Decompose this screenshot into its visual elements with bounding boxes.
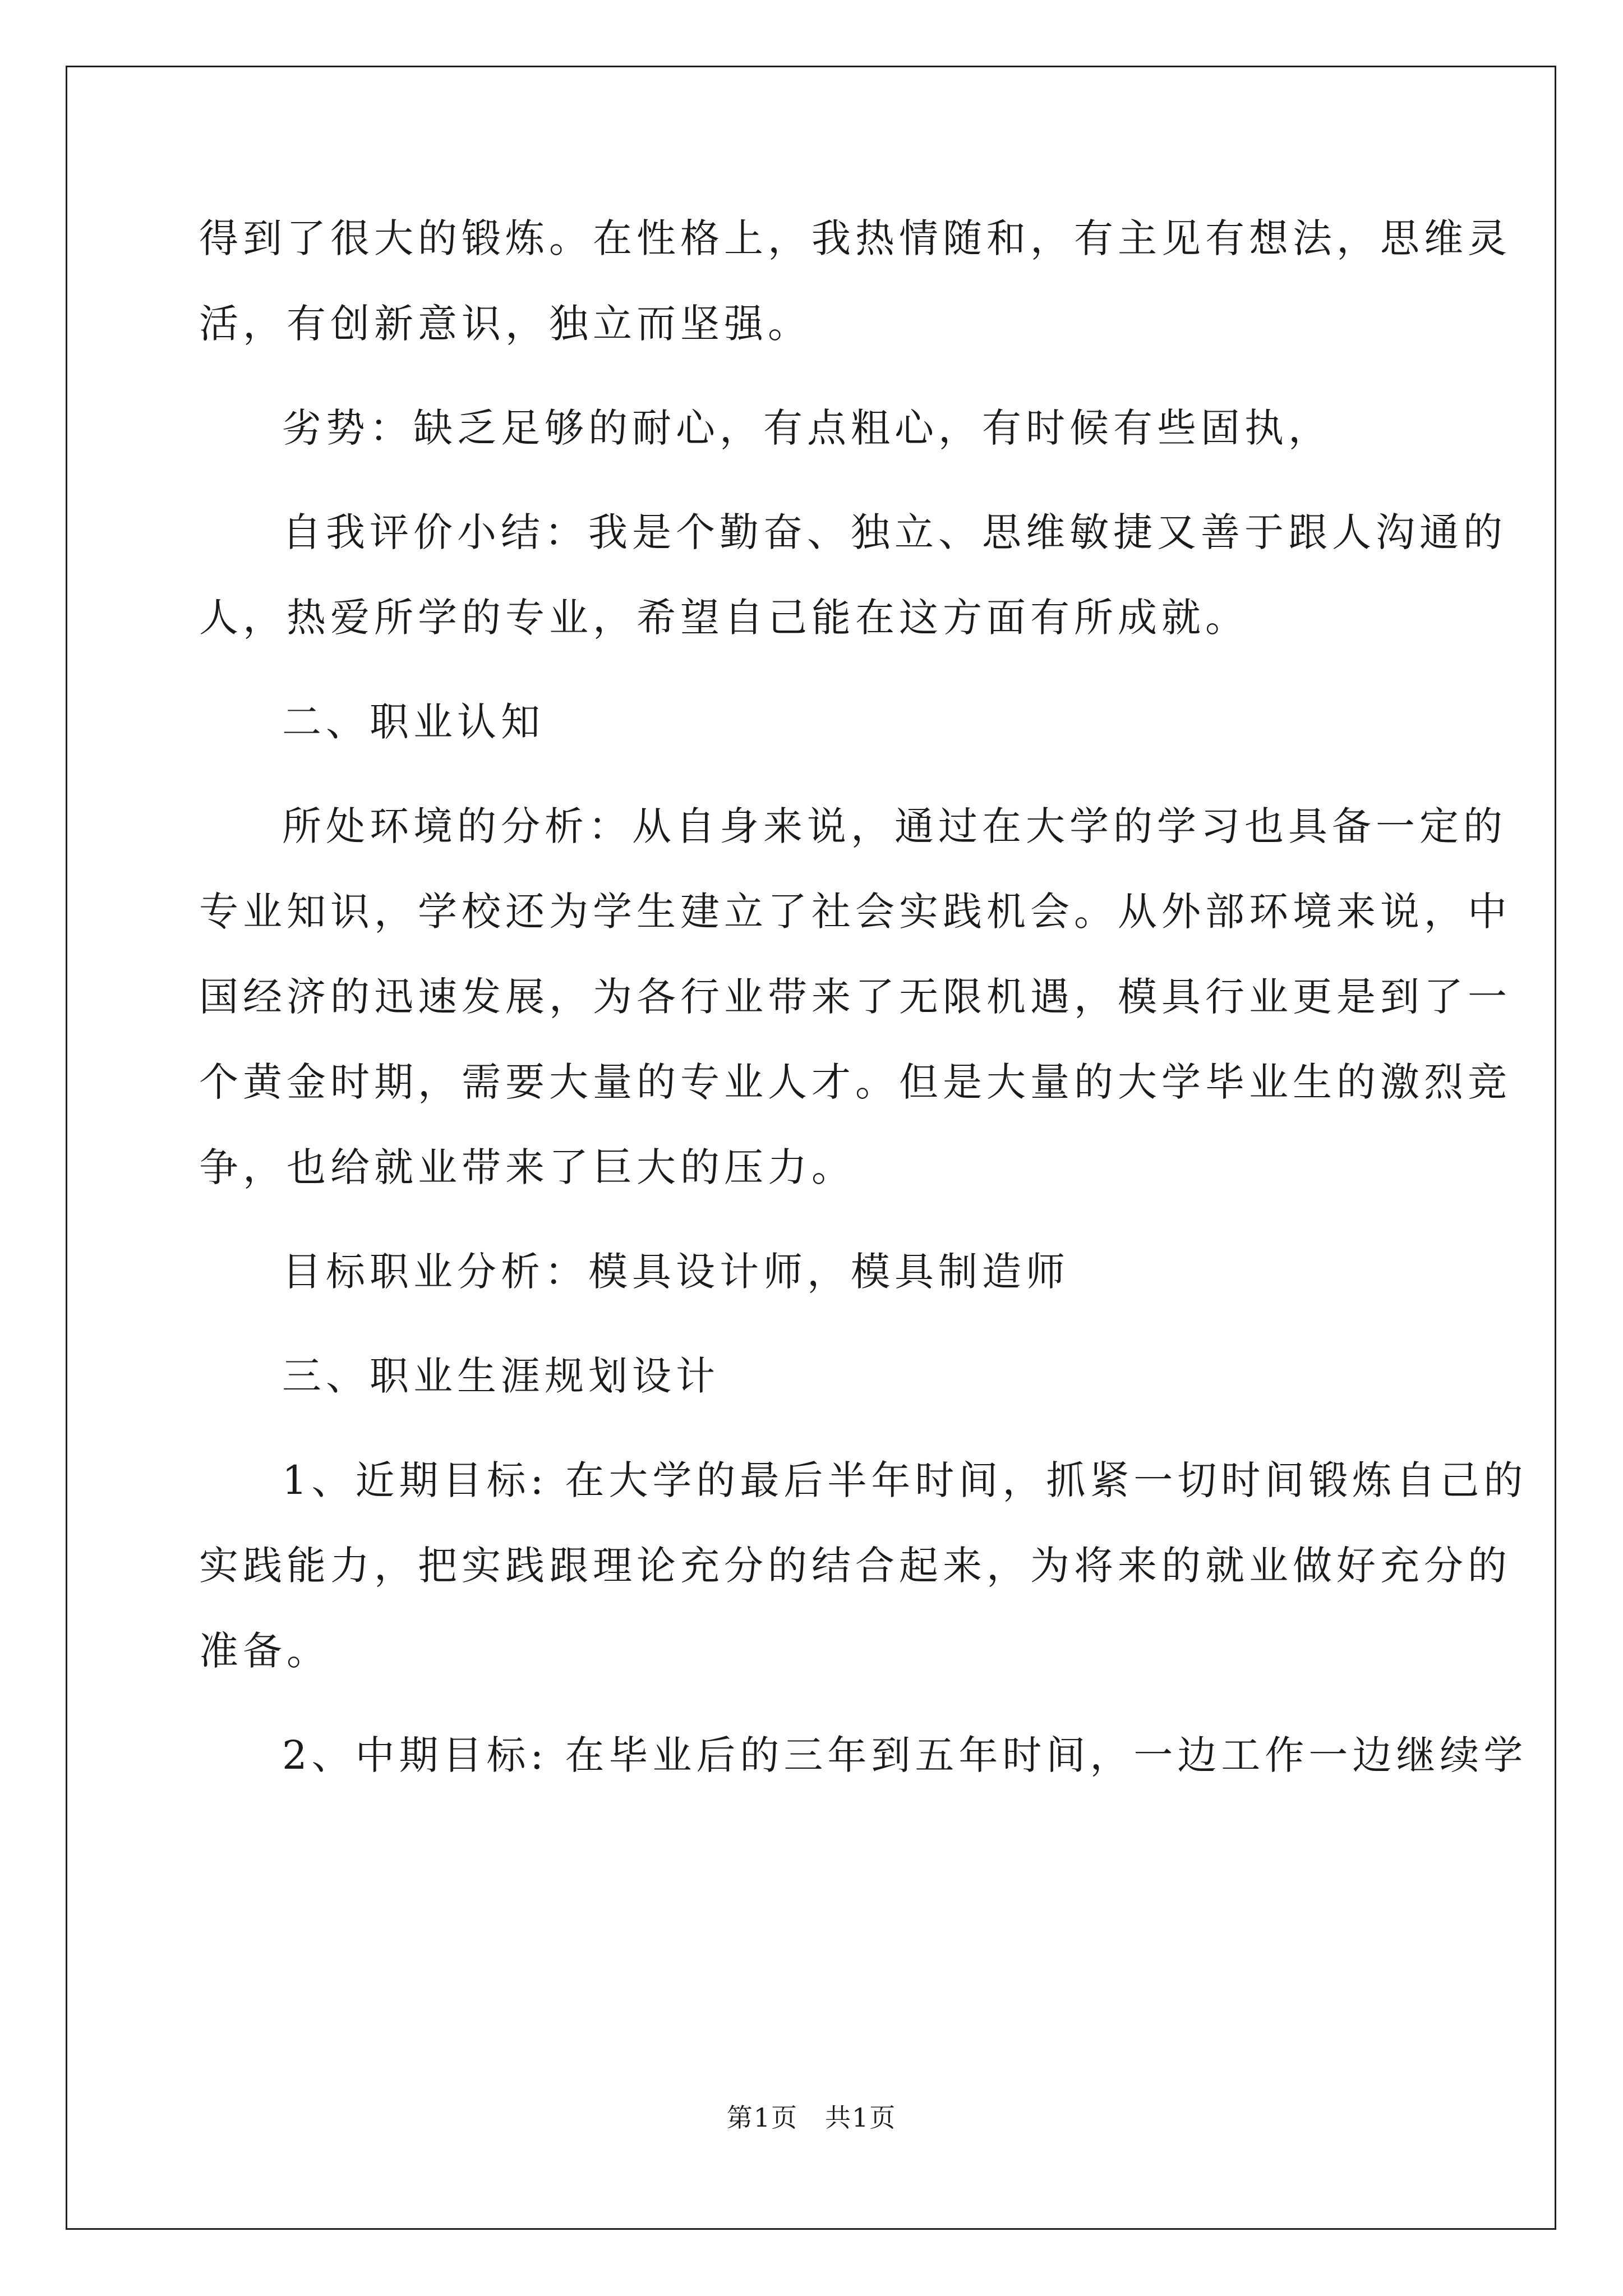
section-heading: 二、职业认知 <box>282 699 545 745</box>
page-number: 第1页 共1页 <box>726 2102 897 2133</box>
text-line: 人，热爱所学的专业，希望自己能在这方面有所成就。 <box>199 595 1249 641</box>
text-line: 专业知识，学校还为学生建立了社会实践机会。从外部环境来说，中 <box>199 889 1511 935</box>
text-line: 得到了很大的锻炼。在性格上，我热情随和，有主见有想法，思维灵 <box>199 215 1511 261</box>
text-line: 自我评价小结：我是个勤奋、独立、思维敏捷又善于跟人沟通的 <box>282 509 1507 555</box>
text-line: 劣势：缺乏足够的耐心，有点粗心，有时候有些固执， <box>282 405 1332 451</box>
text-line: 活，有创新意识，独立而坚强。 <box>199 301 811 347</box>
text-line: 2、中期目标: 在毕业后的三年到五年时间，一边工作一边继续学 <box>282 1732 1528 1778</box>
section-heading: 三、职业生涯规划设计 <box>282 1353 720 1399</box>
text-line: 准备。 <box>199 1628 330 1674</box>
text-line: 目标职业分析：模具设计师，模具制造师 <box>282 1249 1069 1295</box>
text-line: 个黄金时期，需要大量的专业人才。但是大量的大学毕业生的激烈竞 <box>199 1059 1511 1105</box>
text-line: 实践能力，把实践跟理论充分的结合起来，为将来的就业做好充分的 <box>199 1543 1511 1589</box>
text-line: 所处环境的分析：从自身来说，通过在大学的学习也具备一定的 <box>282 803 1507 849</box>
text-line: 争，也给就业带来了巨大的压力。 <box>199 1144 855 1190</box>
text-line: 1、近期目标: 在大学的最后半年时间，抓紧一切时间锻炼自己的 <box>282 1457 1528 1503</box>
text-line: 国经济的迅速发展，为各行业带来了无限机遇，模具行业更是到了一 <box>199 974 1511 1020</box>
